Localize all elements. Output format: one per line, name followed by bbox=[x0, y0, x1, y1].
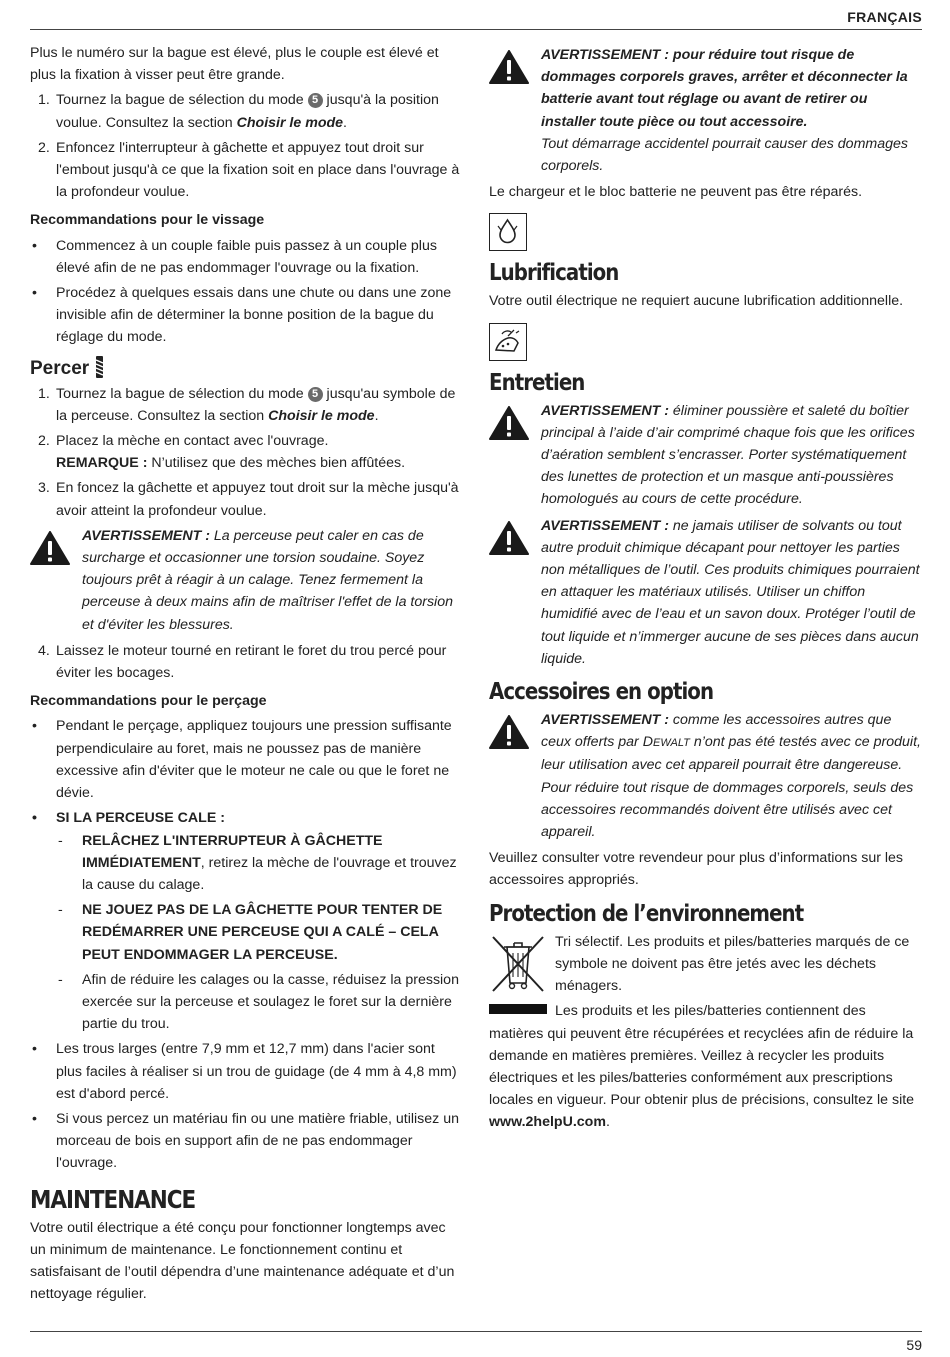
list-item: - Afin de réduire les calages ou la casse, réduisez la pression exercée sur la perceuse et soulagez le foret sur la dernière partie du trou. bbox=[58, 971, 459, 1033]
mode-ring-badge: 5 bbox=[308, 93, 323, 108]
drill-steps-cont bbox=[30, 640, 464, 684]
torque-intro: Plus le numéro sur la bague est élevé, plus le couple est élevé et plus la fixation à visser peut être grande. bbox=[30, 45, 439, 84]
list-item: - RELÂCHEZ L'INTERRUPTEUR À GÂCHETTE IMMÉDIATEMENT, retirez la mèche de l'ouvrage et trouvez la cause du calage. bbox=[58, 832, 457, 893]
drill-step-4: 4. Laissez le moteur tourné en retirant le foret du trou percé pour éviter les bocages. bbox=[38, 642, 447, 682]
drill-step-3: 3. En foncez la gâchette et appuyez tout droit sur la mèche jusqu'à avoir atteint la profondeur voulue. bbox=[38, 480, 459, 519]
list-item: • Si vous percez un matériau fin ou une matière friable, utilisez un morceau de bois en support afin de ne pas endommager l'ouvrage. bbox=[32, 1110, 459, 1172]
note-label: REMARQUE : bbox=[56, 455, 148, 472]
section-ref: Choisir le mode bbox=[268, 407, 375, 424]
list-item: • Les trous larges (entre 7,9 mm et 12,7 mm) dans l'acier sont plus faciles à réaliser si un trou de guidage (de 4 mm à 4,8 mm) est d'abord percé. bbox=[32, 1041, 457, 1102]
section-ref: Choisir le mode bbox=[236, 114, 344, 131]
cleaning-warning-1: AVERTISSEMENT : éliminer poussière et saleté du boîtier principal à l’aide d’air comprimé chaque fois que les orifices d’aération semblent s’encrasser. Porter systématiquement des lunettes de protection et un masque anti-poussières homologués au cours de cette procédure. bbox=[489, 400, 923, 511]
marking-bar bbox=[489, 1004, 547, 1014]
accessories-warning: AVERTISSEMENT : comme les accessoires autres que ceux offerts par DEWALT n’ont pas été testés avec ce produit, leur utilisation avec cet appareil pourrait être dangereuse. Pour réduire tout risque de dommages corporels, seuls des accessoires recommandés doivent être utilisés avec cet appareil. bbox=[489, 709, 923, 843]
warning-icon bbox=[489, 521, 529, 555]
drill-step-1: 1. Tournez la bague de sélection du mode 5 jusqu'au symbole de la perceuse. Consultez la section Choisir le mode. bbox=[38, 385, 456, 424]
lubrication-icon bbox=[489, 213, 527, 251]
sort-text: Tri sélectif. Les produits et piles/batteries marqués de ce symbole ne doivent pas être jetés avec les déchets ménagers. bbox=[555, 933, 910, 995]
left-column bbox=[30, 42, 464, 1308]
lubrication-heading: Lubrification bbox=[489, 260, 619, 287]
brand-name: EWALT bbox=[652, 737, 690, 750]
warning-icon bbox=[489, 406, 529, 440]
drill-step-2: 2. Placez la mèche en contact avec l'ouvrage. REMARQUE : N’utilisez que des mèches bien affûtées. bbox=[38, 433, 406, 472]
language-label: FRANÇAIS bbox=[847, 9, 922, 25]
list-item: • SI LA PERCEUSE CALE : - RELÂCHEZ L'INTERRUPTEUR À GÂCHETTE IMMÉDIATEMENT, retirez la mèche de l'ouvrage et trouvez la cause du calage. - NE JOUEZ PAS DE LA GÂCHETTE POUR TENTER DE REDÉMARRER UNE PERCEUSE QUI A CALÉ – CELA PEUT ENDOMMAGER LA PERCEUSE. - Afin de réduire les calages ou la casse, réduisez la pression exercée sur la perceuse et soulagez le foret sur la dernière partie du trou. bbox=[30, 807, 464, 1035]
cleaning-icon bbox=[489, 323, 527, 361]
maintenance-heading: MAINTENANCE bbox=[30, 1184, 196, 1214]
drill-warning: AVERTISSEMENT : La perceuse peut caler en cas de surcharge et occasionner une torsion soudaine. Soyez toujours prêt à réagir à un calage. Tenez fermement la perceuse à deux mains afin de maîtriser l'effet de la torsion et d'éviter les blessures. bbox=[30, 525, 464, 636]
list-item: • Pendant le perçage, appliquez toujours une pression suffisante perpendiculaire au foret, mais ne poussez pas de manière excessive afin d'éviter que le moteur ne cale ou que le foret ne dévie. bbox=[32, 718, 452, 802]
drill-tips-title: Recommandations pour le perçage bbox=[30, 693, 267, 710]
header-rule bbox=[30, 29, 922, 30]
list-item: • Procédez à quelques essais dans une chute ou dans une zone invisible afin de déterminer la bonne position de la bague du réglage du mode. bbox=[32, 285, 452, 346]
warning-icon bbox=[489, 715, 529, 749]
lubrication-text: Votre outil électrique ne requiert aucune lubrification additionnelle. bbox=[489, 293, 904, 310]
screw-step-1: 1. Tournez la bague de sélection du mode 5 jusqu'à la position voulue. Consultez la section Choisir le mode. bbox=[38, 92, 439, 131]
right-column bbox=[489, 42, 923, 1137]
page-number: 59 bbox=[906, 1337, 922, 1353]
accessories-heading: Accessoires en option bbox=[489, 679, 714, 706]
screw-step-2: 2. Enfoncez l'interrupteur à gâchette et appuyez tout droit sur l'embout jusqu'à ce que la fixation soit en place dans l'ouvrage à la profondeur voulue. bbox=[38, 139, 460, 201]
battery-warning: AVERTISSEMENT : pour réduire tout risque de dommages corporels graves, arrêter et déconnecter la batterie avant tout réglage ou avant de retirer ou installer toute pièce ou tout accessoire. Tout démarrage accidentel pourrait causer des dommages corporels. bbox=[489, 44, 923, 177]
drill-heading: Percer bbox=[30, 356, 464, 381]
warning-icon bbox=[30, 531, 70, 565]
mode-ring-badge: 5 bbox=[308, 387, 323, 402]
environment-section bbox=[489, 931, 923, 1134]
screw-tips-list bbox=[30, 235, 464, 349]
drill-tips-list bbox=[30, 715, 464, 1174]
list-item: • Commencez à un couple faible puis passez à un couple plus élevé afin de ne pas endommager l'ouvrage ou la fixation. bbox=[32, 237, 437, 276]
accessories-text: Veuillez consulter votre revendeur pour plus d’informations sur les accessoires appropriés. bbox=[489, 850, 904, 889]
screw-tips-title: Recommandations pour le vissage bbox=[30, 212, 265, 229]
footer-rule bbox=[30, 1331, 922, 1332]
cleaning-heading: Entretien bbox=[489, 369, 585, 396]
screw-steps bbox=[30, 89, 464, 203]
list-item: - NE JOUEZ PAS DE LA GÂCHETTE POUR TENTER DE REDÉMARRER UNE PERCEUSE QUI A CALÉ – CELA PEUT ENDOMMAGER LA PERCEUSE. bbox=[58, 902, 443, 963]
warning-icon bbox=[489, 50, 529, 84]
help-url[interactable]: www.2helpU.com bbox=[489, 1114, 606, 1131]
recycle-text: Les produits et les piles/batteries contiennent des matières qui peuvent être récupérées et recyclées afin de réduire la demande en matières premières. Veillez à recycler les produits électriques et les piles/batteries conformément aux prescriptions locales en vigueur. Pour obtenir plus de précisions, consultez le site www.2helpU.com. bbox=[489, 1003, 915, 1131]
stall-title: SI LA PERCEUSE CALE : bbox=[56, 810, 225, 827]
charger-note: Le chargeur et le bloc batterie ne peuvent pas être réparés. bbox=[489, 184, 863, 201]
cleaning-warning-2: AVERTISSEMENT : ne jamais utiliser de solvants ou tout autre produit chimique décapant pour nettoyer les parties non métalliques de l’outil. Ces produits chimiques pourraient en attaquer les matériaux utilisés. Utiliser un chiffon humidifié avec de l’eau et un savon doux. Protéger l’outil de tout liquide et n’immerger aucune de ses pièces dans aucun liquide. bbox=[489, 515, 923, 670]
crossed-bin-icon bbox=[489, 933, 547, 993]
maintenance-text: Votre outil électrique a été conçu pour fonctionner longtemps avec un minimum de maintenance. Le fonctionnement continu et satisfaisant de l’outil dépendra d’une maintenance adéquate et d’un nettoyage régulier. bbox=[30, 1219, 455, 1303]
drill-steps bbox=[30, 383, 464, 522]
environment-heading: Protection de l’environnement bbox=[489, 900, 804, 927]
drill-bit-icon bbox=[94, 356, 105, 378]
stall-list bbox=[56, 830, 464, 1036]
